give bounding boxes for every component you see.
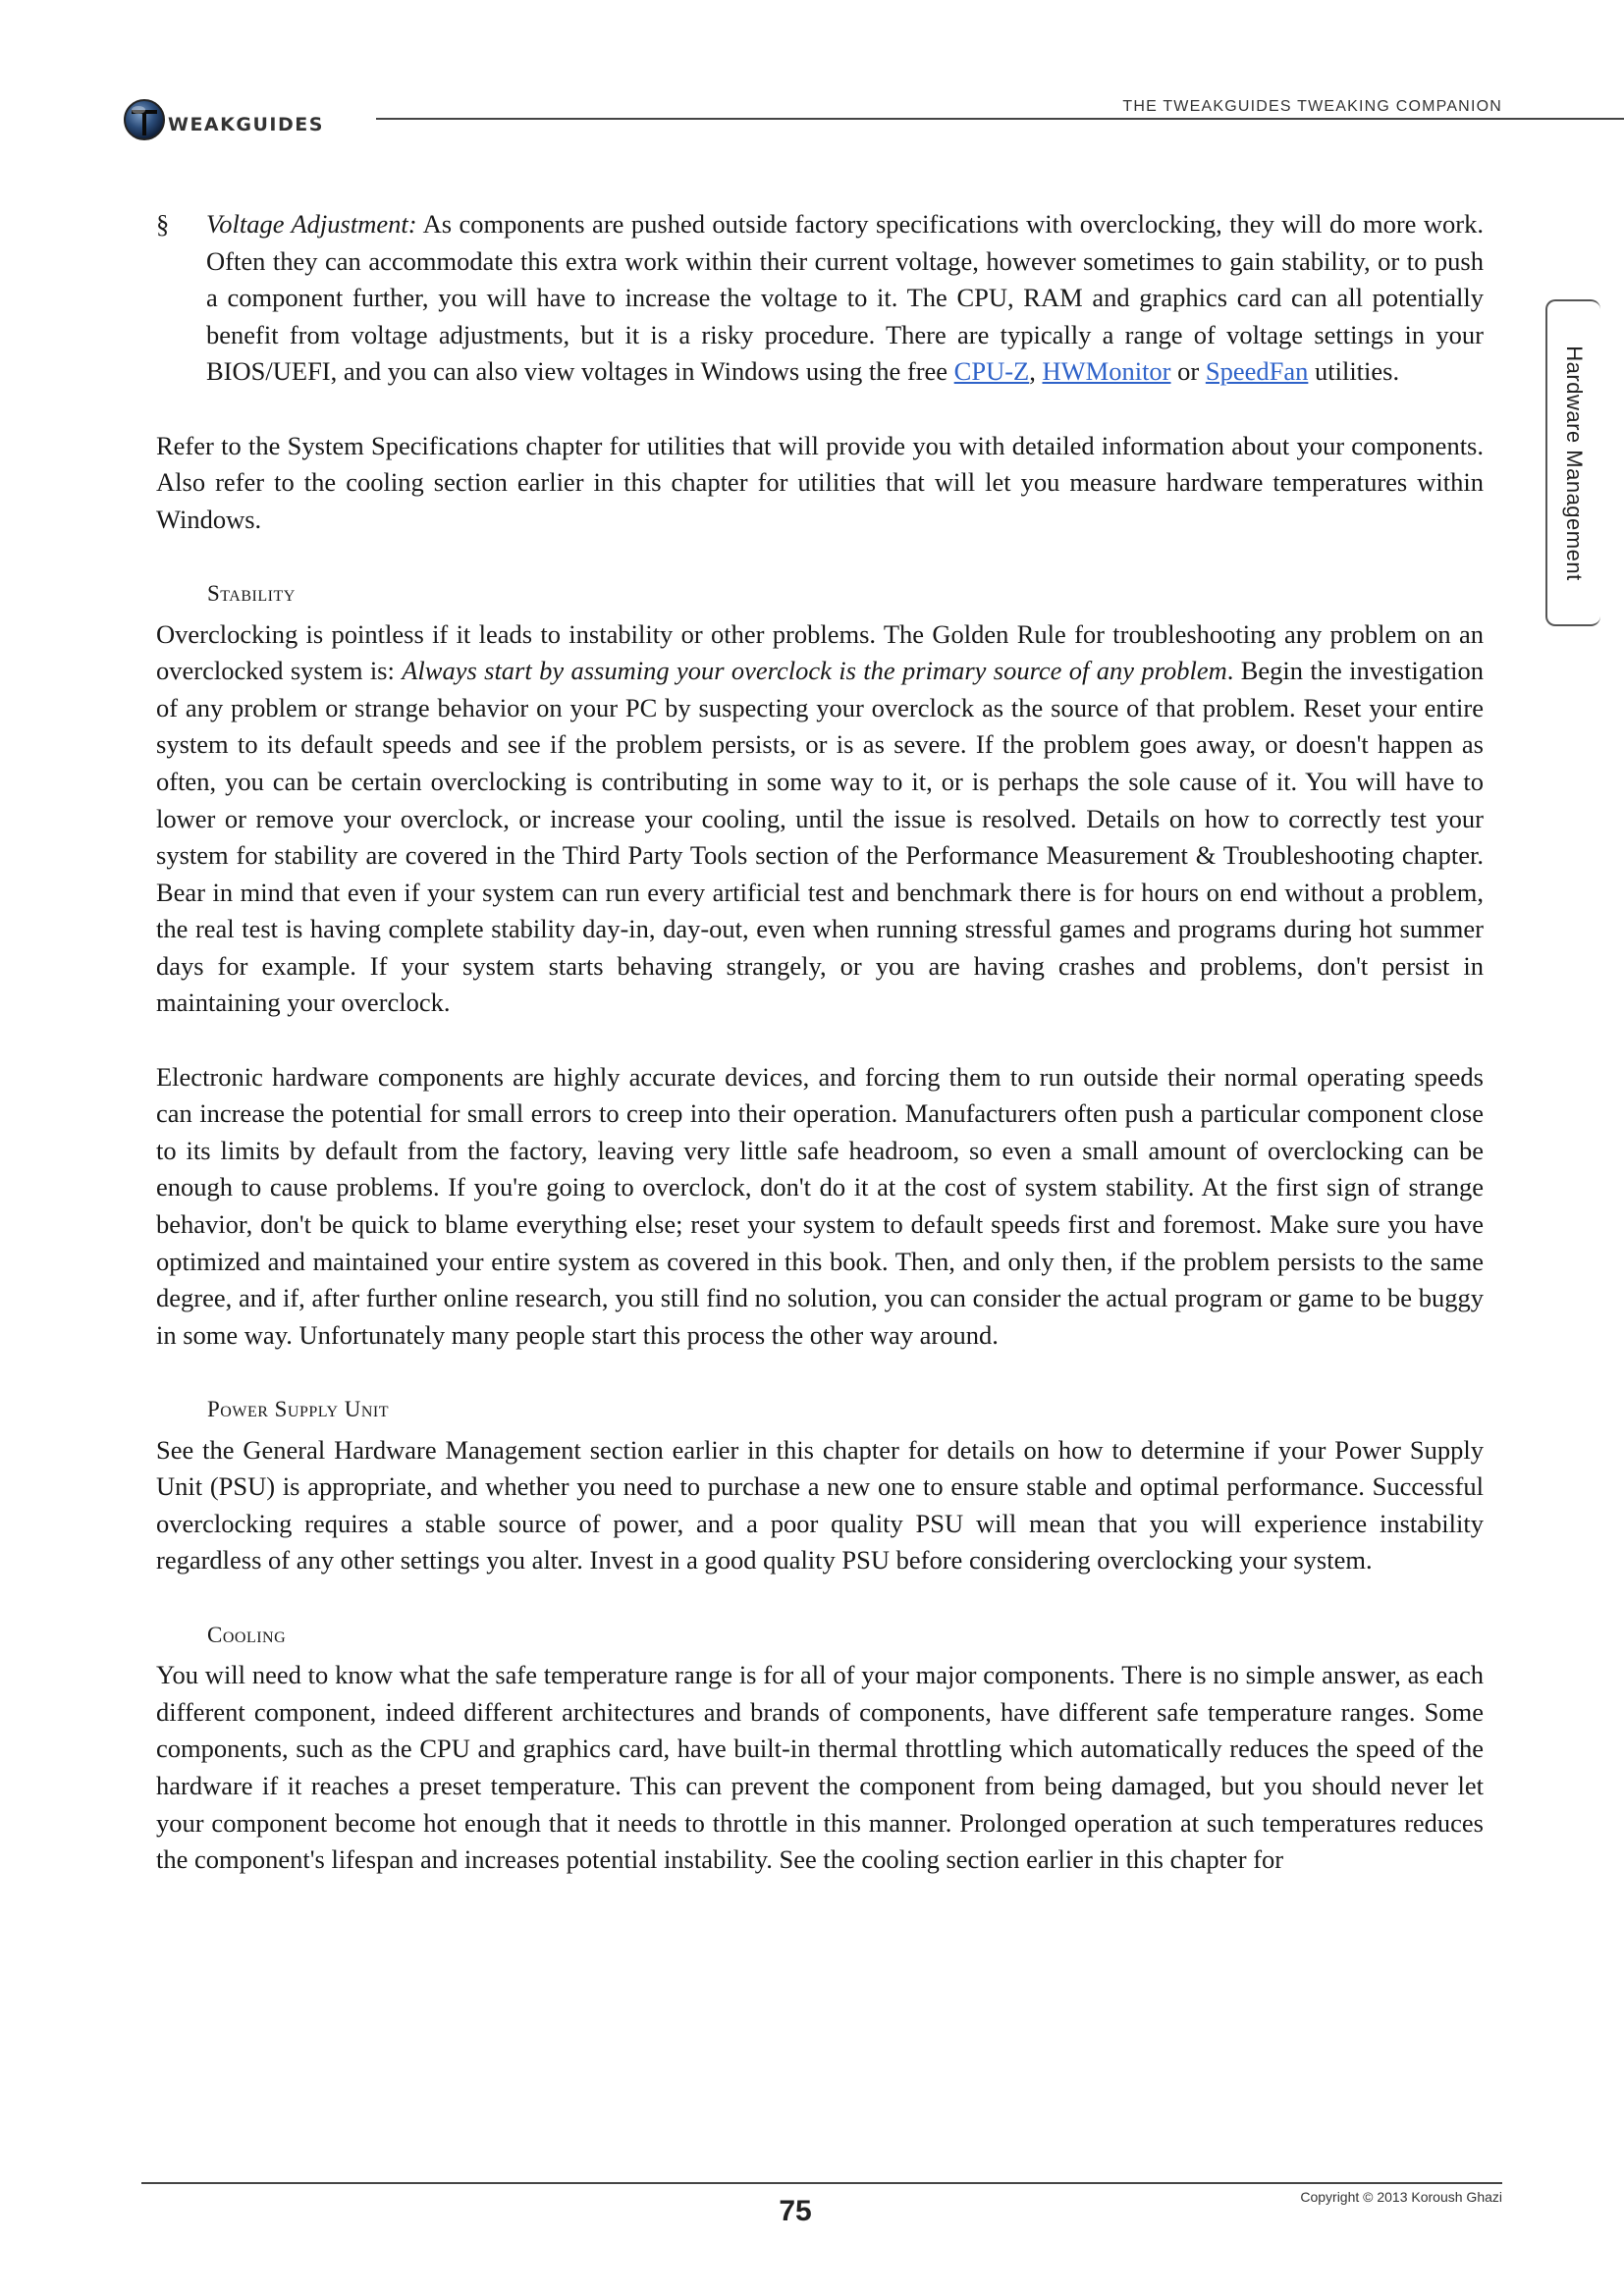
bullet-text: As components are pushed outside factory specifications with overclocking, they will do more work. Often they can accommodate this extra work within their current voltage, however sometimes to gain stability, or to push a component further, you will have to increase the voltage to it. The CPU, RAM and graphics card can all potentially benefit from voltage adjustments, but it is a risky procedure. There are typically a range of voltage settings in your BIOS/UEFI, and you can also view voltages in Windows using the free — [206, 209, 1485, 387]
heading-stability: Stability — [207, 580, 296, 606]
logo-text: WEAKGUIDES — [168, 114, 324, 135]
globe-logo-icon — [123, 96, 168, 143]
bullet-sep-2: or — [1170, 356, 1206, 387]
link-speedfan[interactable]: SpeedFan — [1205, 356, 1309, 387]
stability-1-rest: . Begin the investigation of any problem or strange behavior on your PC by suspecting your overclock as the source of that problem. Reset your entire system to its default speeds and see if the problem persists, or is as severe. If the problem goes away, or doesn't happen as often, you can be certain overclocking is contributing in some way to it, or is perhaps the sole cause of it. You will have to lower or remove your overclock, or increase your cooling, until the issue is resolved. Details on how to correctly test your system for stability are covered in the Third Party Tools section of the Performance Measurement & Troubleshooting chapter. Bear in mind that even if your system can run every artificial test and benchmark there is for hours on end without a problem, the real test is having complete stability day-in, day-out, even when running stressful games and programs during hot summer days for example. If your system starts behaving strangely, or you are having crashes and problems, don't persist in maintaining your overclock. — [156, 656, 1484, 1018]
section-sign-bullet: § — [156, 209, 170, 239]
copyright-notice: Copyright © 2013 Koroush Ghazi — [1300, 2189, 1502, 2205]
chapter-side-tab-label: Hardware Management — [1562, 345, 1587, 581]
golden-rule-emphasis: Always start by assuming your overclock is the primary source of any problem — [402, 656, 1227, 686]
bullet-voltage-adjustment — [156, 206, 1484, 391]
page-body — [156, 206, 1484, 1879]
bullet-sep-1: , — [1029, 356, 1043, 387]
tweakguides-logo — [123, 96, 358, 143]
link-hwmonitor[interactable]: HWMonitor — [1042, 356, 1171, 387]
paragraph-cooling: You will need to know what the safe temperature range is for all of your major components. There is no simple answer, as each different component, indeed different architectures and brands of components, have different safe temperature ranges. Some components, such as the CPU and graphics card, have built-in thermal throttling which automatically reduces the speed of the hardware if it reaches a preset temperature. This can prevent the component from being damaged, but you should never let your component become hot enough that it needs to throttle in this manner. Prolonged operation at such temperatures reduces the component's lifespan and increases potential instability. See the cooling section earlier in this chapter for — [156, 1660, 1484, 1875]
footer-rule — [141, 2182, 1502, 2184]
stability-1-lead: Overclocking is pointless if it leads to instability or other problems. The Golden Rule for troubleshooting any problem on an overclocked system is: — [156, 618, 1484, 686]
paragraph-refer: Refer to the System Specifications chapter for utilities that will provide you with detailed information about your components. Also refer to the cooling section earlier in this chapter for utilities that will let you measure hardware temperatures within Windows. — [156, 430, 1484, 534]
page-header — [123, 90, 1502, 149]
bullet-term: Voltage Adjustment: — [206, 209, 417, 239]
running-header-title: THE TWEAKGUIDES TWEAKING COMPANION — [1122, 98, 1502, 115]
link-cpu-z[interactable]: CPU-Z — [953, 356, 1030, 387]
paragraph-psu: See the General Hardware Management section earlier in this chapter for details on how to determine if your Power Supply Unit (PSU) is appropriate, and whether you need to purchase a new one to ensure stable and optimal performance. Successful overclocking requires a stable source of power, and a poor quality PSU will mean that you will experience instability regardless of any other settings you alter. Invest in a good quality PSU before considering overclocking your system. — [156, 1434, 1484, 1575]
heading-power-supply-unit: Power Supply Unit — [207, 1397, 390, 1421]
bullet-tail: utilities. — [1308, 356, 1400, 387]
paragraph-stability-2: Electronic hardware components are highly accurate devices, and forcing them to run outside their normal operating speeds can increase the potential for small errors to creep into their operation. Manufacturers often push a particular component close to its limits by default from the factory, leaving very little safe headroom, so even a small amount of overclocking can be enough to cause problems. If you're going to overclock, don't do it at the cost of system stability. At the first sign of strange behavior, don't be quick to blame everything else; reset your system to default speeds first and foremost. Make sure you have optimized and maintained your entire system as covered in this book. Then, and only then, if the problem persists to the same degree, and if, after further online research, you still find no solution, you can consider the actual program or game to be buggy in some way. Unfortunately many people start this process the other way around. — [156, 1061, 1484, 1350]
header-rule — [376, 118, 1624, 120]
paragraph-stability-1 — [156, 616, 1484, 1023]
heading-cooling: Cooling — [207, 1622, 287, 1647]
chapter-side-tab — [1545, 299, 1600, 626]
page-number: 75 — [779, 2195, 812, 2227]
